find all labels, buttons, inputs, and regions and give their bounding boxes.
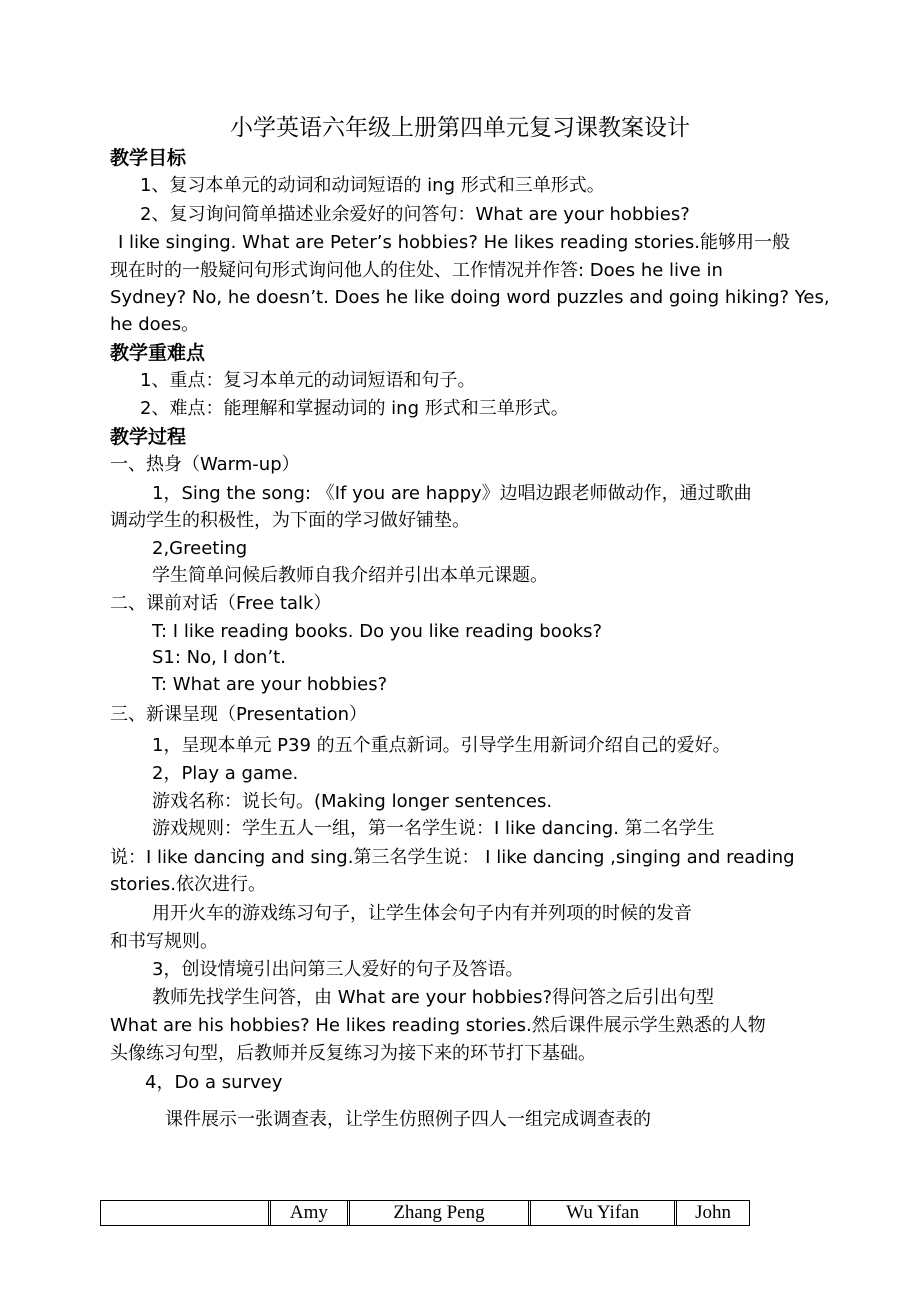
table-cell: John [674,1201,749,1225]
presentation-line: 课件展示一张调查表，让学生仿照例子四人一组完成调查表的 [165,1109,651,1130]
presentation-line: stories.依次进行。 [110,874,267,895]
presentation-line: 说：I like dancing and sing.第三名学生说： I like dancing ,singing and reading [110,847,795,868]
presentation-line: 和书写规则。 [110,931,218,952]
presentation-line: 2，Play a game. [152,763,299,784]
warmup-line: 学生简单问候后教师自我介绍并引出本单元课题。 [152,565,548,586]
survey-table [100,1200,750,1226]
presentation-line: 1，呈现本单元 P39 的五个重点新词。引导学生用新词介绍自己的爱好。 [152,735,731,756]
warmup-line: 调动学生的积极性，为下面的学习做好铺垫。 [110,510,470,531]
table-cell: Amy [268,1201,347,1225]
document-title: 小学英语六年级上册第四单元复习课教案设计 [230,115,690,141]
presentation-line: 3，创设情境引出问第三人爱好的句子及答语。 [152,959,524,980]
freetalk-line: T: What are your hobbies? [152,674,388,695]
keypoints-line: 1、重点：复习本单元的动词短语和句子。 [140,370,476,391]
presentation-line: 教师先找学生问答，由 What are your hobbies?得问答之后引出句型 [152,987,715,1008]
freetalk-line: S1: No, I don’t. [152,647,286,668]
objectives-line: I like singing. What are Peter’s hobbies? He likes reading stories.能够用一般 [118,232,790,253]
presentation-line: What are his hobbies? He likes reading stories.然后课件展示学生熟悉的人物 [110,1015,766,1036]
presentation-line: 游戏名称：说长句。(Making longer sentences. [152,791,553,812]
objectives-line: 1、复习本单元的动词和动词短语的 ing 形式和三单形式。 [140,175,605,196]
warmup-line: 2,Greeting [152,538,248,559]
keypoints-heading: 教学重难点 [110,342,206,364]
freetalk-heading: 二、课前对话（Free talk） [110,593,332,614]
objectives-heading: 教学目标 [110,147,187,169]
table-row [101,1201,749,1225]
objectives-line: 2、复习询问简单描述业余爱好的问答句：What are your hobbies? [140,204,690,225]
table-cell: Wu Yifan [528,1201,674,1225]
presentation-heading: 三、新课呈现（Presentation） [110,704,368,725]
warmup-line: 1，Sing the song: 《If you are happy》边唱边跟老师做动作，通过歌曲 [152,483,752,504]
keypoints-line: 2、难点：能理解和掌握动词的 ing 形式和三单形式。 [140,398,569,419]
presentation-line: 游戏规则：学生五人一组，第一名学生说：I like dancing. 第二名学生 [152,818,715,839]
freetalk-line: T: I like reading books. Do you like reading books? [152,621,603,642]
presentation-line: 4，Do a survey [145,1072,283,1093]
objectives-line: 现在时的一般疑问句形式询问他人的住处、工作情况并作答: Does he live in [110,260,723,281]
objectives-line: Sydney? No, he doesn’t. Does he like doing word puzzles and going hiking? Yes, [110,287,830,308]
warmup-heading: 一、热身（Warm-up） [110,454,300,475]
table-cell [101,1201,268,1225]
process-heading: 教学过程 [110,426,187,448]
presentation-line: 用开火车的游戏练习句子，让学生体会句子内有并列项的时候的发音 [152,903,692,924]
table-cell: Zhang Peng [347,1201,528,1225]
objectives-line: he does。 [110,314,200,335]
presentation-line: 头像练习句型，后教师并反复练习为接下来的环节打下基础。 [110,1043,596,1064]
